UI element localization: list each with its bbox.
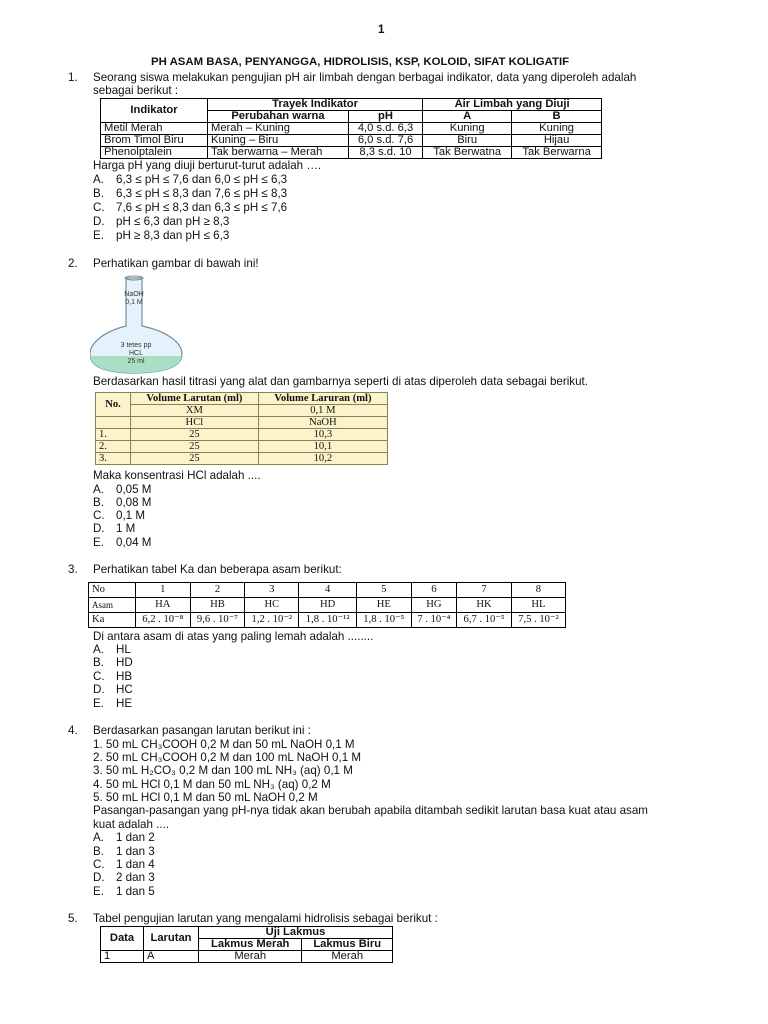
- q1-th-ph: pH: [348, 111, 422, 123]
- table-row: [96, 429, 388, 441]
- table-cell: A: [144, 951, 199, 963]
- table-cell: 10,3: [258, 429, 387, 441]
- table-cell: HG: [411, 598, 457, 613]
- option-text: pH ≥ 8,3 dan pH ≤ 6,3: [116, 229, 230, 242]
- q2-number: 2.: [68, 257, 78, 270]
- table-cell: Merah: [302, 951, 393, 963]
- table-cell: 4: [299, 583, 357, 598]
- table-cell: Brom Timol Biru: [101, 135, 208, 147]
- q3-question: Di antara asam di atas yang paling lemah adalah ........: [93, 630, 374, 643]
- option-letter: B.: [93, 845, 104, 858]
- flask-label-conc: 0,1 M: [125, 299, 143, 306]
- table-cell: 3: [245, 583, 299, 598]
- option-text: 0,04 M: [116, 536, 152, 549]
- table-cell: 8: [511, 583, 565, 598]
- table-row: [96, 441, 388, 453]
- option-letter: A.: [93, 173, 104, 186]
- option-text: 6,3 ≤ pH ≤ 7,6 dan 6,0 ≤ pH ≤ 6,3: [116, 173, 288, 186]
- flask-label-indicator: 3 tetes pp: [120, 342, 152, 349]
- q5-table: [100, 926, 393, 963]
- table-cell: Asam: [89, 598, 136, 613]
- option-letter: B.: [93, 187, 104, 200]
- q5-th-data: Data: [101, 927, 144, 951]
- option-letter: E.: [93, 697, 104, 710]
- table-cell: 1.: [96, 429, 131, 441]
- q3-number: 3.: [68, 563, 78, 576]
- table-cell: 6: [411, 583, 457, 598]
- table-cell: 25: [131, 441, 259, 453]
- q5-number: 5.: [68, 912, 78, 925]
- table-row: [89, 613, 566, 628]
- q1-text-line1: Seorang siswa melakukan pengujian pH air limbah dengan berbagai indikator, data yang diperoleh adalah: [93, 71, 637, 84]
- option-text: 1 dan 5: [116, 885, 155, 898]
- q4-question-line2: kuat adalah ....: [93, 818, 170, 831]
- table-cell: NaOH: [258, 417, 387, 429]
- option-letter: B.: [93, 496, 104, 509]
- option-letter: D.: [93, 215, 105, 228]
- page-title: PH ASAM BASA, PENYANGGA, HIDROLISIS, KSP, KOLOID, SIFAT KOLIGATIF: [151, 56, 570, 68]
- flask-label-reagent: NaOH: [124, 291, 144, 298]
- q2-th-no: No.: [96, 393, 131, 417]
- table-cell: 1: [101, 951, 144, 963]
- table-cell: Kuning: [423, 123, 512, 135]
- q2-th-vol2: Volume Laruran (ml): [258, 393, 387, 405]
- table-row: [89, 583, 566, 598]
- q2-th-vol1: Volume Larutan (ml): [131, 393, 259, 405]
- q1-th-perubahan: Perubahan warna: [208, 111, 349, 123]
- q1-th-indikator: Indikator: [101, 99, 208, 123]
- q1-number: 1.: [68, 71, 78, 84]
- option-letter: D.: [93, 522, 105, 535]
- table-cell: Metil Merah: [101, 123, 208, 135]
- table-cell: 6,7 . 10⁻⁵: [457, 613, 512, 628]
- option-text: 1 dan 4: [116, 858, 155, 871]
- q3-table: [88, 582, 566, 628]
- titration-flask-illustration: [90, 274, 186, 374]
- option-text: 0,05 M: [116, 483, 152, 496]
- option-text: HB: [116, 670, 133, 683]
- table-cell: 6,2 . 10⁻⁸: [136, 613, 191, 628]
- option-text: HD: [116, 656, 133, 669]
- flask-label-volume: 25 ml: [127, 358, 145, 365]
- table-cell: 5: [357, 583, 412, 598]
- q2-text2: Berdasarkan hasil titrasi yang alat dan gambarnya seperti di atas diperoleh data sebagai berikut.: [93, 375, 588, 388]
- list-item: 4. 50 mL HCl 0,1 M dan 50 mL NH₃ (aq) 0,2 M: [93, 778, 331, 791]
- q5-text: Tabel pengujian larutan yang mengalami hidrolisis sebagai berikut :: [93, 912, 438, 925]
- option-text: 0,08 M: [116, 496, 152, 509]
- q5-th-biru: Lakmus Biru: [302, 939, 393, 951]
- option-text: 6,3 ≤ pH ≤ 8,3 dan 7,6 ≤ pH ≤ 8,3: [116, 187, 288, 200]
- table-row: [101, 147, 602, 159]
- option-letter: D.: [93, 683, 105, 696]
- list-item: 1. 50 mL CH₃COOH 0,2 M dan 50 mL NaOH 0,1 M: [93, 738, 355, 751]
- q4-question-line1: Pasangan-pasangan yang pH-nya tidak akan berubah apabila ditambah sedikit larutan basa kuat atau asam: [93, 804, 648, 817]
- table-cell: Kuning: [512, 123, 602, 135]
- table-cell: 8,3 s.d. 10: [348, 147, 422, 159]
- table-cell: 4,0 s.d. 6,3: [348, 123, 422, 135]
- option-letter: A.: [93, 483, 104, 496]
- q2-text: Perhatikan gambar di bawah ini!: [93, 257, 259, 270]
- q1-th-trayek: Trayek Indikator: [208, 99, 423, 111]
- table-cell: 1,8 . 10⁻⁵: [357, 613, 412, 628]
- q5-th-merah: Lakmus Merah: [199, 939, 302, 951]
- flask-label-acid: HCL: [128, 350, 143, 357]
- page-number: 1: [378, 23, 385, 36]
- table-cell: 1,8 . 10⁻¹²: [299, 613, 357, 628]
- list-item: 3. 50 mL H₂CO₃ 0,2 M dan 100 mL NH₃ (aq) 0,1 M: [93, 764, 353, 777]
- q1-table: [100, 98, 602, 159]
- q5-th-larutan: Larutan: [144, 927, 199, 951]
- table-cell: 0,1 M: [258, 405, 387, 417]
- option-text: HC: [116, 683, 133, 696]
- option-text: HL: [116, 643, 131, 656]
- table-row: [101, 135, 602, 147]
- q3-text: Perhatikan tabel Ka dan beberapa asam berikut:: [93, 563, 342, 576]
- option-text: 2 dan 3: [116, 871, 155, 884]
- table-cell: HK: [457, 598, 512, 613]
- table-cell: Tak Berwatna: [423, 147, 512, 159]
- table-cell: Tak berwarna – Merah: [208, 147, 349, 159]
- table-cell: 3.: [96, 453, 131, 465]
- option-text: 0,1 M: [116, 509, 145, 522]
- option-letter: B.: [93, 656, 104, 669]
- option-letter: A.: [93, 643, 104, 656]
- table-cell: No: [89, 583, 136, 598]
- table-cell: 7 . 10⁻⁴: [411, 613, 457, 628]
- table-cell: 1,2 . 10⁻²: [245, 613, 299, 628]
- option-letter: D.: [93, 871, 105, 884]
- option-letter: E.: [93, 536, 104, 549]
- table-row: [101, 123, 602, 135]
- option-text: 1 M: [116, 522, 136, 535]
- q1-th-b: B: [512, 111, 602, 123]
- list-item: 5. 50 mL HCl 0,1 M dan 50 mL NaOH 0,2 M: [93, 791, 318, 804]
- table-row: [89, 598, 566, 613]
- table-cell: Merah: [199, 951, 302, 963]
- table-cell: 25: [131, 429, 259, 441]
- q4-text: Berdasarkan pasangan larutan berikut ini :: [93, 724, 311, 737]
- option-text: 1 dan 2: [116, 831, 155, 844]
- option-letter: C.: [93, 670, 105, 683]
- table-cell: HE: [357, 598, 412, 613]
- table-cell: HD: [299, 598, 357, 613]
- table-cell: Hijau: [512, 135, 602, 147]
- table-cell: 2.: [96, 441, 131, 453]
- table-cell: 10,2: [258, 453, 387, 465]
- q1-question: Harga pH yang diuji berturut-turut adalah ….: [93, 159, 322, 172]
- table-cell: 7: [457, 583, 512, 598]
- table-cell: Phenolptalein: [101, 147, 208, 159]
- table-cell: 6,0 s.d. 7,6: [348, 135, 422, 147]
- table-cell: Tak Berwarna: [512, 147, 602, 159]
- table-row: [96, 453, 388, 465]
- table-cell: Merah – Kuning: [208, 123, 349, 135]
- q2-table: [95, 392, 388, 465]
- table-cell: HA: [136, 598, 191, 613]
- table-cell: HCl: [131, 417, 259, 429]
- option-text: 1 dan 3: [116, 845, 155, 858]
- table-cell: 25: [131, 453, 259, 465]
- table-cell: 10,1: [258, 441, 387, 453]
- table-cell: HB: [190, 598, 245, 613]
- table-cell: 2: [190, 583, 245, 598]
- table-cell: HC: [245, 598, 299, 613]
- option-letter: C.: [93, 858, 105, 871]
- table-cell: 9,6 . 10⁻⁷: [190, 613, 245, 628]
- table-cell: Biru: [423, 135, 512, 147]
- table-cell: 1: [136, 583, 191, 598]
- q1-text-line2: sebagai berikut :: [93, 84, 179, 97]
- option-letter: E.: [93, 885, 104, 898]
- option-text: 7,6 ≤ pH ≤ 8,3 dan 6,3 ≤ pH ≤ 7,6: [116, 201, 288, 214]
- option-letter: E.: [93, 229, 104, 242]
- option-letter: A.: [93, 831, 104, 844]
- table-cell: Ka: [89, 613, 136, 628]
- q1-th-air: Air Limbah yang Diuji: [423, 99, 602, 111]
- option-letter: C.: [93, 509, 105, 522]
- option-text: pH ≤ 6,3 dan pH ≥ 8,3: [116, 215, 230, 228]
- table-cell: 7,5 . 10⁻²: [511, 613, 565, 628]
- table-cell: HL: [511, 598, 565, 613]
- table-cell: Kuning – Biru: [208, 135, 349, 147]
- option-text: HE: [116, 697, 133, 710]
- option-letter: C.: [93, 201, 105, 214]
- q1-th-a: A: [423, 111, 512, 123]
- q4-number: 4.: [68, 724, 78, 737]
- q2-question: Maka konsentrasi HCl adalah ....: [93, 469, 261, 482]
- q5-th-uji: Uji Lakmus: [199, 927, 393, 939]
- table-row: [101, 951, 393, 963]
- list-item: 2. 50 mL CH₃COOH 0,2 M dan 100 mL NaOH 0,1 M: [93, 751, 362, 764]
- table-cell: XM: [131, 405, 259, 417]
